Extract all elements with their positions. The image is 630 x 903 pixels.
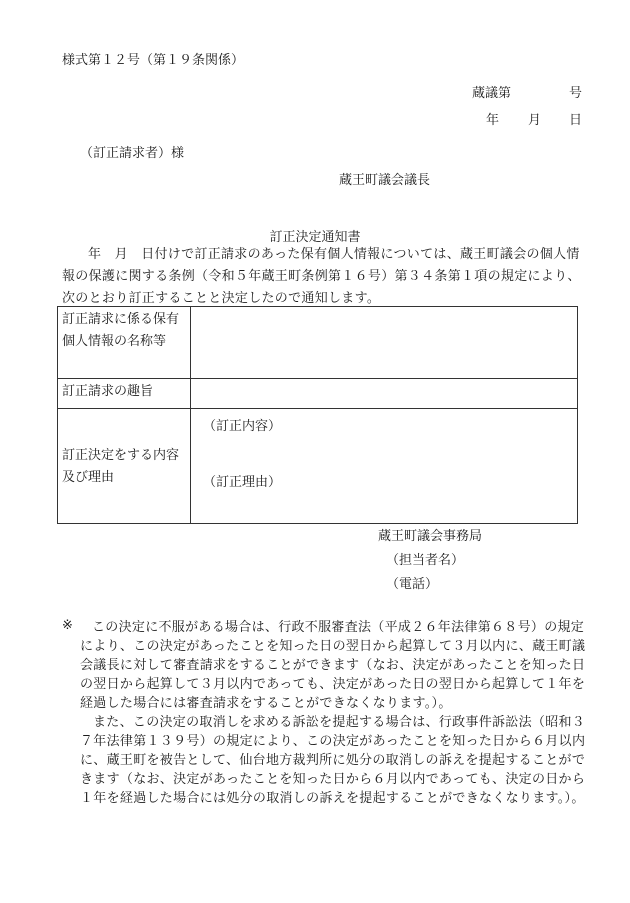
row-value-decision — [191, 409, 578, 524]
date-year: 年 — [486, 113, 500, 128]
table-row — [58, 409, 578, 524]
sender: 蔵王町議会議長 — [339, 173, 431, 188]
note-mark: ※ — [62, 618, 73, 633]
addressee: （訂正請求者）様 — [80, 146, 185, 161]
row-value-info-name — [191, 307, 578, 379]
correction-content-label: （訂正内容） — [203, 419, 282, 434]
appeal-note — [62, 618, 586, 808]
note-paragraph-lawsuit: また、この決定の取消しを求める訴訟を提起する場合は、行政事件訴訟法（昭和３７年法律第１３９号）の規定により、この決定があったことを知った日から６月以内に、蔵王町を被告として、仙台地方裁判所に処分の取消しの訴えを提起することができます（なお、決定があったことを知った日から６月以内であっても、決定の日から１年を経過した場合には処分の取消しの訴えを提起することができなくなります。）。 — [80, 715, 586, 806]
row-value-purpose — [191, 379, 578, 409]
document-number-label: 蔵議第 — [472, 86, 512, 101]
row-label-decision: 訂正決定をする内容及び理由 — [58, 409, 191, 524]
contact-phone: （電話） — [386, 577, 439, 592]
date-month: 月 — [528, 113, 542, 128]
contact-office: 蔵王町議会事務局 — [378, 529, 483, 544]
detail-table — [57, 306, 578, 524]
note-paragraph-review: この決定に不服がある場合は、行政不服審査法（平成２６年法律第６８号）の規定により、この決定があったことを知った日の翌日から起算して３月以内に、蔵王町議会議長に対して審査請求をすることができます（なお、決定があったことを知った日の翌日から起算して３月以内であっても、決定があった日の翌日から起算して１年を経過した場合には審査請求をすることができなくなります。）。 — [80, 620, 586, 711]
contact-person: （担当者名） — [386, 553, 465, 568]
body-text: 年 月 日付けで訂正請求のあった保有個人情報については、蔵王町議会の個人情報の保護に関する条例（令和５年蔵王町条例第１６号）第３４条第１項の規定により、次のとおり訂正することと決定したので通知します。 — [62, 247, 581, 306]
form-number: 様式第１２号（第１９条関係） — [62, 53, 245, 68]
row-label-info-name: 訂正請求に係る保有個人情報の名称等 — [58, 307, 191, 379]
document-number-suffix: 号 — [568, 86, 582, 101]
table-row — [58, 379, 578, 409]
date-day: 日 — [568, 113, 582, 128]
row-label-purpose: 訂正請求の趣旨 — [58, 379, 191, 409]
document-title: 訂正決定通知書 — [269, 230, 361, 245]
correction-reason-label: （訂正理由） — [203, 475, 282, 490]
table-row — [58, 307, 578, 379]
